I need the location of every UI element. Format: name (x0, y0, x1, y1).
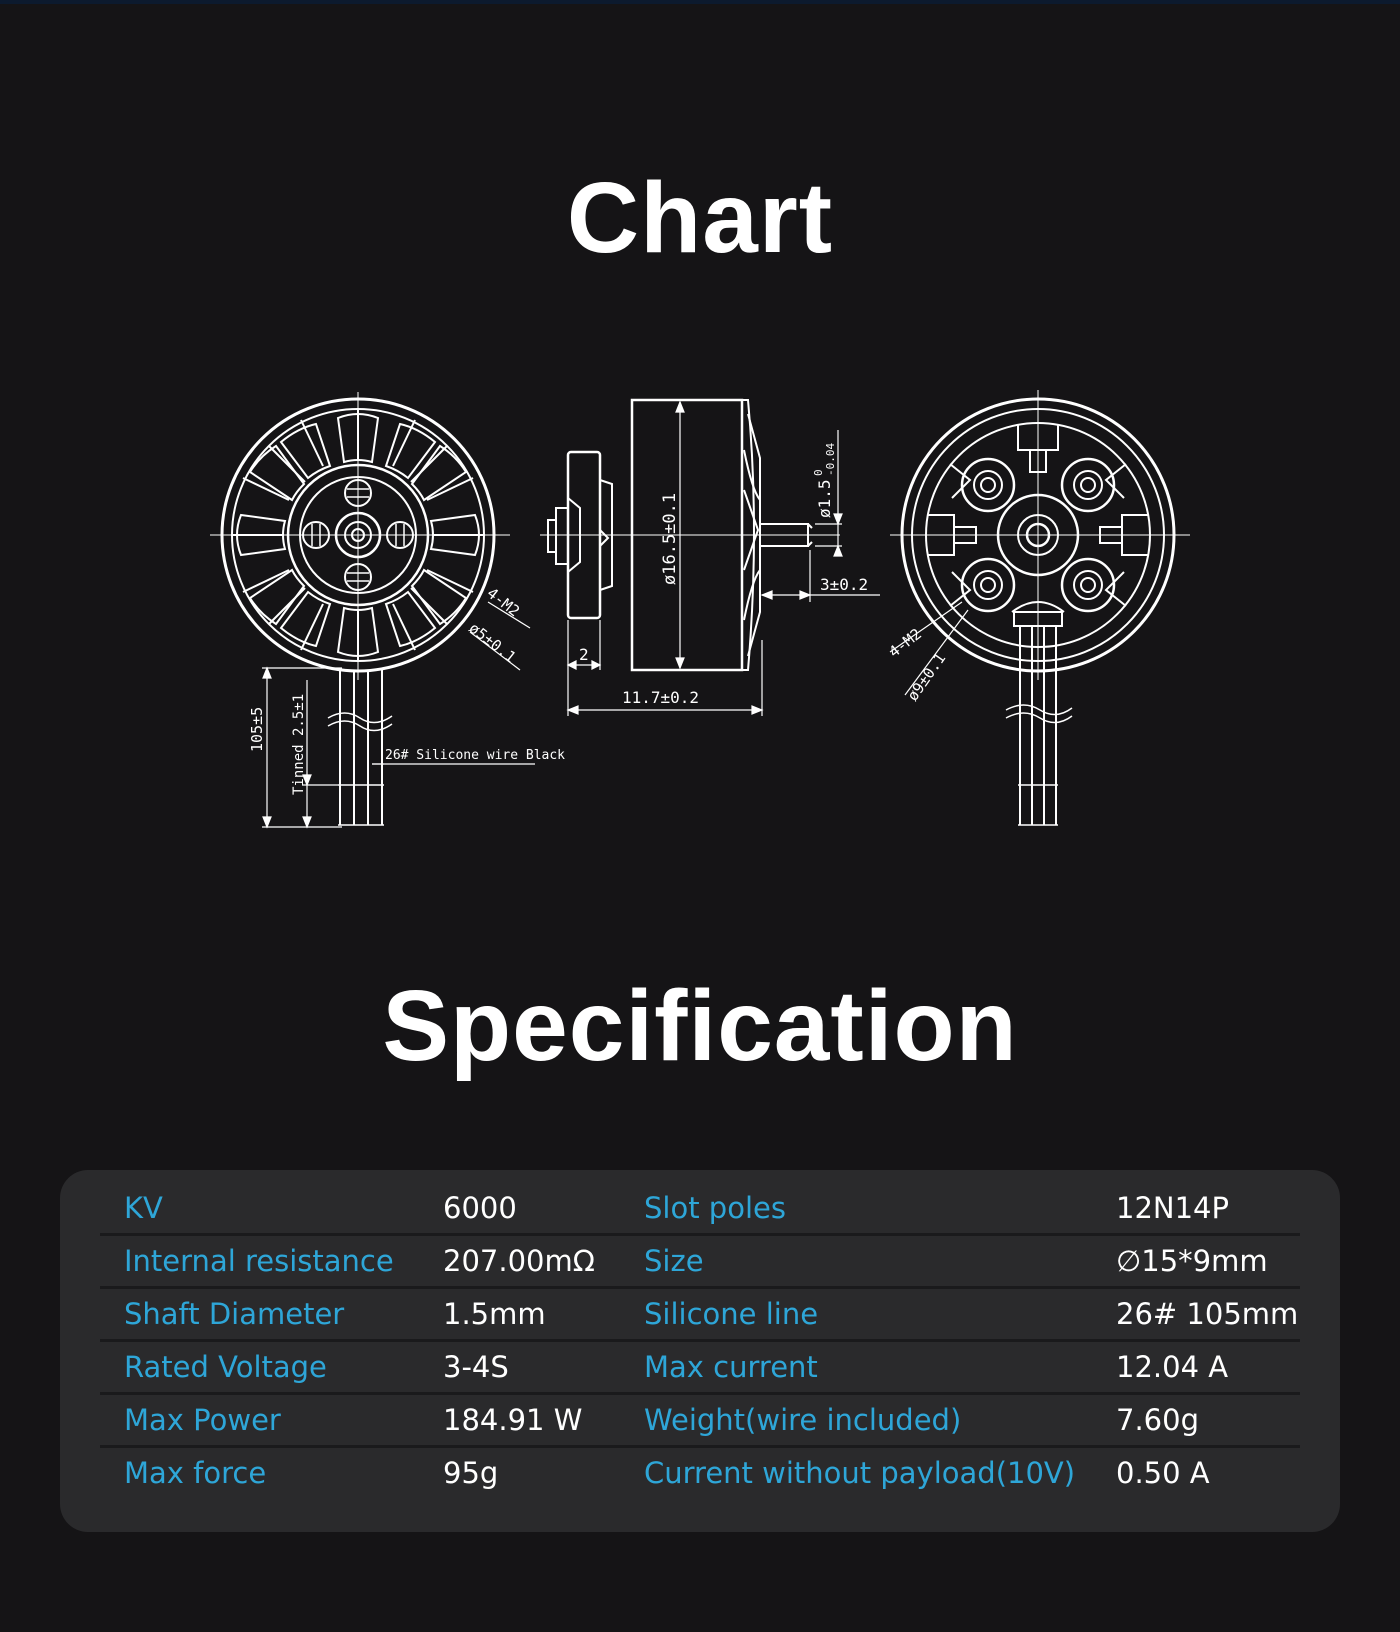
label-shaft-len: 3±0.2 (820, 575, 869, 594)
spec-label: Max force (124, 1456, 267, 1490)
spec-value: 1.5mm (443, 1297, 546, 1331)
spec-value-2: 7.60g (1116, 1403, 1199, 1437)
spec-label-2: Current without payload(10V) (644, 1456, 1076, 1490)
spec-value-2: ∅15*9mm (1116, 1244, 1268, 1278)
label-wire: 26# Silicone wire Black (385, 748, 566, 763)
spec-value-2: 26# 105mm (1116, 1297, 1299, 1331)
spec-value-2: 0.50 A (1116, 1456, 1210, 1490)
label-back-mounting: 4-M2 (885, 624, 925, 662)
spec-label-2: Weight(wire included) (644, 1403, 962, 1437)
spec-row (100, 1339, 1300, 1395)
spec-row (100, 1445, 1300, 1498)
spec-value-2: 12N14P (1116, 1191, 1229, 1225)
label-shaft-tol-lower: -0.04 (824, 442, 837, 476)
front-wires (328, 670, 392, 825)
label-tinned: Tinned 2.5±1 (291, 693, 307, 795)
spec-label: KV (124, 1191, 163, 1225)
spec-label-2: Slot poles (644, 1191, 786, 1225)
label-lead-length: 105±5 (248, 706, 266, 752)
spec-label: Max Power (124, 1403, 281, 1437)
spec-label-2: Silicone line (644, 1297, 819, 1331)
label-body-dia: ø16.5±0.1 (660, 492, 680, 585)
label-front-mounting: 4-M2 (483, 583, 524, 621)
spec-value: 184.91 W (443, 1403, 583, 1437)
label-shaft-tol-upper: 0 (812, 469, 825, 476)
spec-label: Rated Voltage (124, 1350, 327, 1384)
side-labels (579, 443, 868, 707)
label-pcd: ø9±0.1 (903, 649, 950, 705)
motor-technical-drawing (0, 380, 1400, 840)
specification-heading: Specification (382, 970, 1018, 1082)
spec-label: Shaft Diameter (124, 1297, 345, 1331)
spec-label: Internal resistance (124, 1244, 394, 1278)
top-accent-line (0, 0, 1400, 4)
spec-value: 3-4S (443, 1350, 509, 1384)
label-base: 2 (579, 645, 589, 664)
spec-row (100, 1180, 1300, 1236)
spec-table (60, 1170, 1340, 1532)
spec-value-2: 12.04 A (1116, 1350, 1229, 1384)
spec-row (100, 1233, 1300, 1289)
back-labels (885, 625, 949, 705)
spec-label-2: Max current (644, 1350, 818, 1384)
label-hole-dia: ø5±0.1 (465, 618, 520, 667)
label-total-len: 11.7±0.2 (622, 688, 700, 707)
spec-value: 95g (443, 1456, 499, 1490)
front-labels (248, 584, 565, 795)
spec-value: 207.00mΩ (443, 1244, 595, 1278)
spec-row (100, 1286, 1300, 1342)
spec-row (100, 1392, 1300, 1448)
spec-label-2: Size (644, 1244, 704, 1278)
spec-value: 6000 (443, 1191, 517, 1225)
back-view (890, 390, 1190, 825)
chart-heading: Chart (566, 162, 834, 274)
label-shaft-dia: ø1.5 (815, 479, 834, 518)
